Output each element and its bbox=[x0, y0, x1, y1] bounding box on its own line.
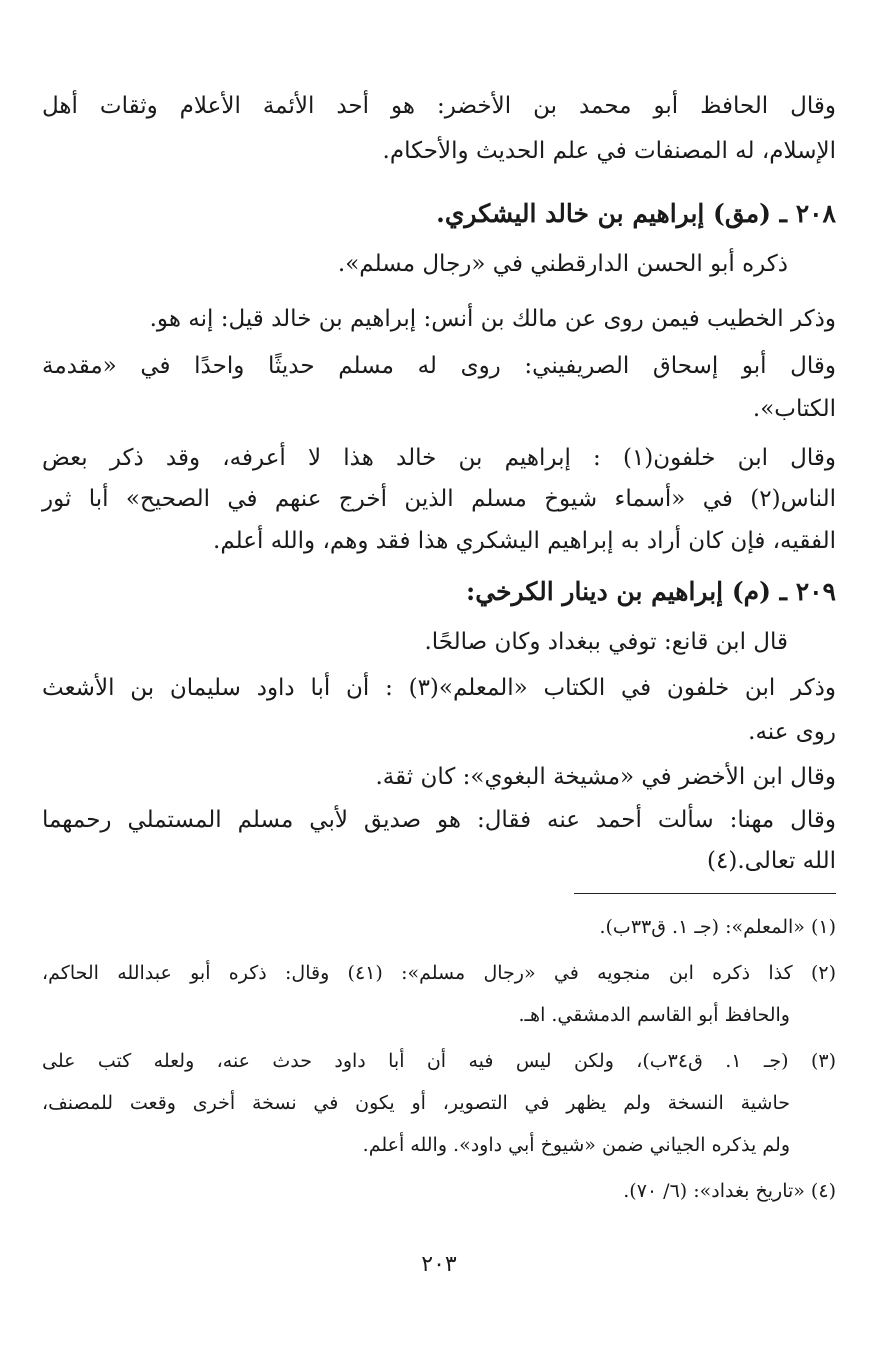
footnote-separator bbox=[574, 893, 836, 894]
text-line: قال ابن قانع: توفي ببغداد وكان صالحًا. bbox=[424, 629, 788, 655]
entry-heading-208: ٢٠٨ ـ (مق) إبراهيم بن خالد اليشكري. bbox=[436, 199, 836, 228]
footnote-3-cont: حاشية النسخة ولم يظهر في التصوير، أو يكون في نسخة أخرى وقعت للمصنف، bbox=[42, 1092, 790, 1114]
text-line: الإسلام، له المصنفات في علم الحديث والأحكام. bbox=[382, 138, 836, 164]
text-line: ذكره أبو الحسن الدارقطني في «رجال مسلم». bbox=[337, 251, 788, 277]
text-line: وذكر ابن خلفون في الكتاب «المعلم»(٣) : أن أبا داود سليمان بن الأشعث bbox=[42, 675, 836, 701]
entry-heading-209: ٢٠٩ ـ (م) إبراهيم بن دينار الكرخي: bbox=[466, 577, 836, 606]
footnote-2: (٢) كذا ذكره ابن منجويه في «رجال مسلم»: (٤١) وقال: ذكره أبو عبدالله الحاكم، bbox=[42, 962, 836, 984]
footnote-3: (٣) (جـ ١. ق٣٤ب)، ولكن ليس فيه أن أبا داود حدث عنه، ولعله كتب على bbox=[42, 1050, 836, 1072]
footnote-3-cont: ولم يذكره الجياني ضمن «شيوخ أبي داود». والله أعلم. bbox=[362, 1134, 790, 1156]
footnote-1: (١) «المعلم»: (جـ ١. ق٣٣ب). bbox=[599, 916, 836, 938]
text-line: وقال الحافظ أبو محمد بن الأخضر: هو أحد الأئمة الأعلام وثقات أهل bbox=[42, 93, 836, 119]
text-line: الكتاب». bbox=[752, 396, 836, 422]
text-line: الله تعالى.(٤) bbox=[707, 848, 836, 874]
page-number: ٢٠٣ bbox=[421, 1252, 457, 1277]
text-line: وقال مهنا: سألت أحمد عنه فقال: هو صديق لأبي مسلم المستملي رحمهما bbox=[42, 807, 836, 833]
text-line: وذكر الخطيب فيمن روى عن مالك بن أنس: إبراهيم بن خالد قيل: إنه هو. bbox=[149, 306, 836, 332]
footnote-4: (٤) «تاريخ بغداد»: (٦/ ٧٠). bbox=[623, 1180, 836, 1202]
text-line: وقال ابن خلفون(١) : إبراهيم بن خالد هذا لا أعرفه، وقد ذكر بعض bbox=[42, 445, 836, 471]
text-line: وقال أبو إسحاق الصريفيني: روى له مسلم حديثًا واحدًا في «مقدمة bbox=[42, 353, 836, 379]
text-line: الفقيه، فإن كان أراد به إبراهيم اليشكري هذا فقد وهم، والله أعلم. bbox=[213, 528, 836, 554]
text-line: الناس(٢) في «أسماء شيوخ مسلم الذين أخرج عنهم في الصحيح» أبا ثور bbox=[42, 486, 836, 512]
text-line: وقال ابن الأخضر في «مشيخة البغوي»: كان ثقة. bbox=[375, 764, 836, 790]
footnote-2-cont: والحافظ أبو القاسم الدمشقي. اهـ. bbox=[518, 1004, 790, 1026]
text-line: روى عنه. bbox=[748, 719, 836, 745]
